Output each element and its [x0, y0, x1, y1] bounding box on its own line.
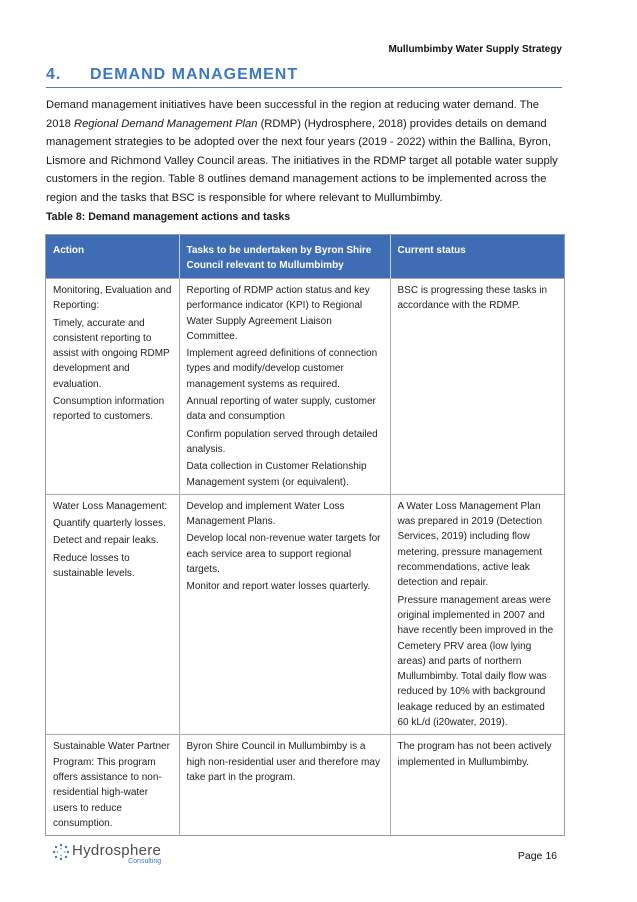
running-header-title: Mullumbimby Water Supply Strategy — [388, 44, 562, 55]
hydrosphere-logo-icon — [52, 843, 70, 861]
action-text: Detect and repair leaks. — [53, 535, 159, 547]
status-text: The program has not been actively implemented in Mullumbimby. — [397, 741, 552, 768]
intro-text-part1: Demand management initiatives have been successful in the region at reducing water demand. The 2018 — [46, 99, 539, 130]
action-text: Sustainable Water Partner Program: This program offers assistance to non-residential high-water users to reduce consumption. — [53, 741, 170, 829]
section-heading — [46, 66, 562, 88]
status-cell — [390, 279, 564, 495]
table-row — [46, 494, 564, 734]
tasks-text: Confirm population served through detailed analysis. — [186, 428, 378, 455]
intro-plan-title: Regional Demand Management Plan — [74, 117, 258, 130]
tasks-text: Data collection in Customer Relationship Management system (or equivalent). — [186, 461, 367, 488]
tasks-text: Develop local non-revenue water targets for each service area to support regional targets. — [186, 533, 381, 576]
tasks-text: Monitor and report water losses quarterly. — [186, 581, 371, 593]
status-text: Pressure management areas were original implemented in 2007 and have recently been improved in the Cemetery PRV area (low lying areas) and parts of northern Mullumbimby. Total daily flow was reduced by 10% with background leakage reduced by an estimated 60 kL/d (i20water, 2019). — [397, 594, 554, 729]
status-text: A Water Loss Management Plan was prepared in 2019 (Detection Services, 2019) including flow metering, pressure management recommendations, active leak detection and repair. — [397, 500, 543, 589]
action-text: Water Loss Management: — [53, 500, 168, 512]
tasks-text: Develop and implement Water Loss Management Plans. — [186, 500, 345, 528]
action-cell — [46, 279, 179, 495]
tasks-text: Reporting of RDMP action status and key performance indicator (KPI) to Regional Water Supply Agreement Liaison Committee. — [186, 285, 370, 342]
page-number: Page 16 — [517, 850, 557, 862]
demand-management-table — [45, 234, 565, 836]
action-text: Quantify quarterly losses. — [53, 518, 166, 530]
tasks-text: Annual reporting of water supply, customer data and consumption — [186, 396, 376, 423]
action-cell — [46, 494, 179, 734]
tasks-text: Byron Shire Council in Mullumbimby is a high non-residential user and therefore may take part in the program. — [186, 741, 380, 783]
header-status: Current status — [390, 235, 564, 279]
status-cell — [390, 494, 564, 734]
table-caption: Table 8: Demand management actions and tasks — [46, 211, 291, 223]
section-number: 4. — [46, 66, 62, 83]
table-header-row — [46, 235, 564, 279]
intro-text-part2: (RDMP) (Hydrosphere, 2018) provides details on demand management strategies to be adopted over the next four years (2019 - 2022) within the Ballina, Byron, Lismore and Richmond Valley Council areas. The initiatives in the RDMP target all potable water supply customers in the region. Table 8 outlines demand management actions to be implemented across the region and the tasks that BSC is responsible for where relevant to Mullumbimby. — [46, 117, 558, 204]
hydrosphere-logo — [52, 843, 161, 865]
section-title: DEMAND MANAGEMENT — [90, 66, 299, 83]
intro-paragraph — [46, 96, 564, 208]
tasks-cell — [179, 279, 390, 495]
logo-subtitle: Consulting — [128, 858, 162, 865]
header-tasks: Tasks to be undertaken by Byron Shire Council relevant to Mullumbimby — [179, 235, 390, 279]
action-text: Monitoring, Evaluation and Reporting: — [53, 285, 172, 312]
action-cell — [46, 735, 179, 835]
tasks-cell — [179, 735, 390, 835]
table-row — [46, 279, 564, 495]
action-text: Consumption information reported to customers. — [53, 396, 165, 423]
header-action: Action — [46, 235, 179, 279]
status-cell — [390, 735, 564, 835]
action-text: Reduce losses to sustainable levels. — [53, 552, 135, 580]
status-text: BSC is progressing these tasks in accordance with the RDMP. — [397, 285, 548, 312]
tasks-text: Implement agreed definitions of connection types and modify/develop customer management systems as required. — [186, 348, 378, 390]
logo-name: Hydrosphere — [72, 842, 162, 859]
action-text: Timely, accurate and consistent reporting to assist with ongoing RDMP development and evaluation. — [53, 317, 170, 390]
table-row — [46, 735, 564, 835]
tasks-cell — [179, 494, 390, 734]
